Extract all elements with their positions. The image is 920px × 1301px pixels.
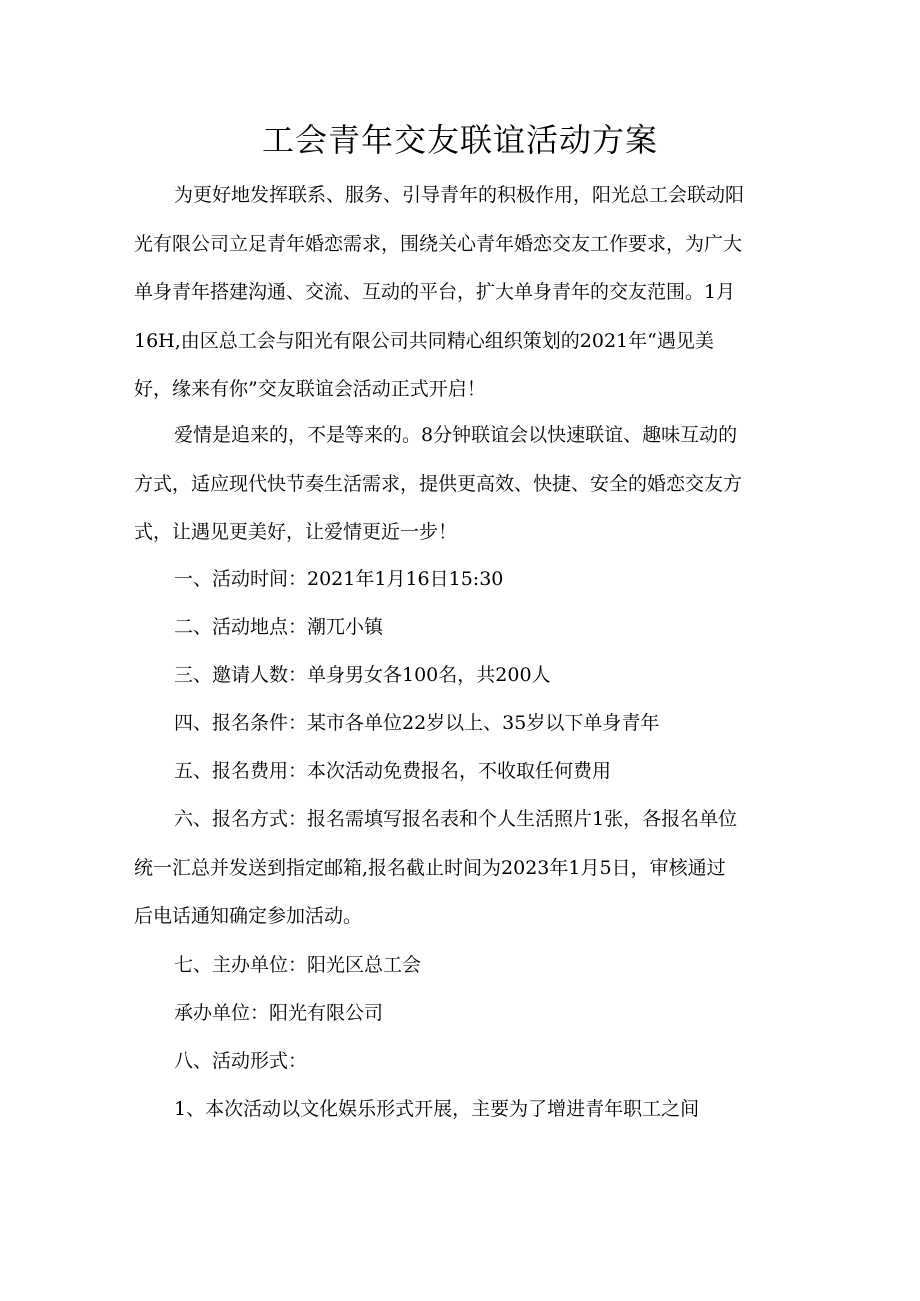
paragraph-line: 16H,由区总工会与阳光有限公司共同精心组织策划的2021年“遇见美: [134, 329, 714, 352]
section-eligibility: 四、报名条件：某市各单位22岁以上、35岁以下单身青年: [174, 712, 660, 734]
paragraph-line: 单身青年搭建沟通、交流、互动的平台，扩大单身青年的交友范围。1月: [134, 281, 736, 303]
section-fee: 五、报名费用：本次活动免费报名，不收取任何费用: [174, 760, 612, 782]
paragraph-line: 光有限公司立足青年婚恋需求，围绕关心青年婚恋交友工作要求，为广大: [134, 232, 743, 255]
paragraph-line: 式，让遇见更美好，让爱情更近一步！: [134, 521, 458, 543]
paragraph-line: 六、报名方式：报名需填写报名表和个人生活照片1张，各报名单位: [174, 808, 738, 830]
document-title: 工会青年交友联谊活动方案: [261, 121, 658, 159]
section-registration-method: [134, 795, 792, 941]
love-paragraph: [134, 411, 792, 557]
section-co-organizer: 承办单位：阳光有限公司: [174, 1002, 384, 1024]
section-invitees: 三、邀请人数：单身男女各100名，共200人: [174, 664, 551, 686]
section-activity-format: 八、活动形式：: [174, 1050, 308, 1072]
section-activity-location: 二、活动地点：潮兀小镇: [174, 616, 384, 638]
intro-paragraph: [134, 171, 792, 414]
paragraph-line: 爱情是追来的，不是等来的。8分钟联谊会以快速联谊、趣味互动的: [174, 424, 738, 446]
paragraph-line: 后电话通知确定参加活动。: [134, 905, 363, 927]
section-organizer: 七、主办单位：阳光区总工会: [174, 954, 422, 976]
paragraph-line: 为更好地发挥联系、服务、引导青年的积极作用，阳光总工会联动阳: [174, 184, 745, 206]
paragraph-line: 方式，适应现代快节奏生活需求，提供更高效、快捷、安全的婚恋交友方: [134, 472, 743, 495]
paragraph-line: 统一汇总并发送到指定邮箱,报名截止时间为2023年1月5日，审核通过: [134, 856, 726, 879]
paragraph-line: 好，缘来有你”交友联谊会活动正式开启！: [134, 378, 486, 400]
section-activity-time: 一、活动时间：2021年1月16日15:30: [174, 568, 504, 590]
activity-format-item-1: 1、本次活动以文化娱乐形式开展，主要为了增进青年职工之间: [174, 1098, 700, 1120]
